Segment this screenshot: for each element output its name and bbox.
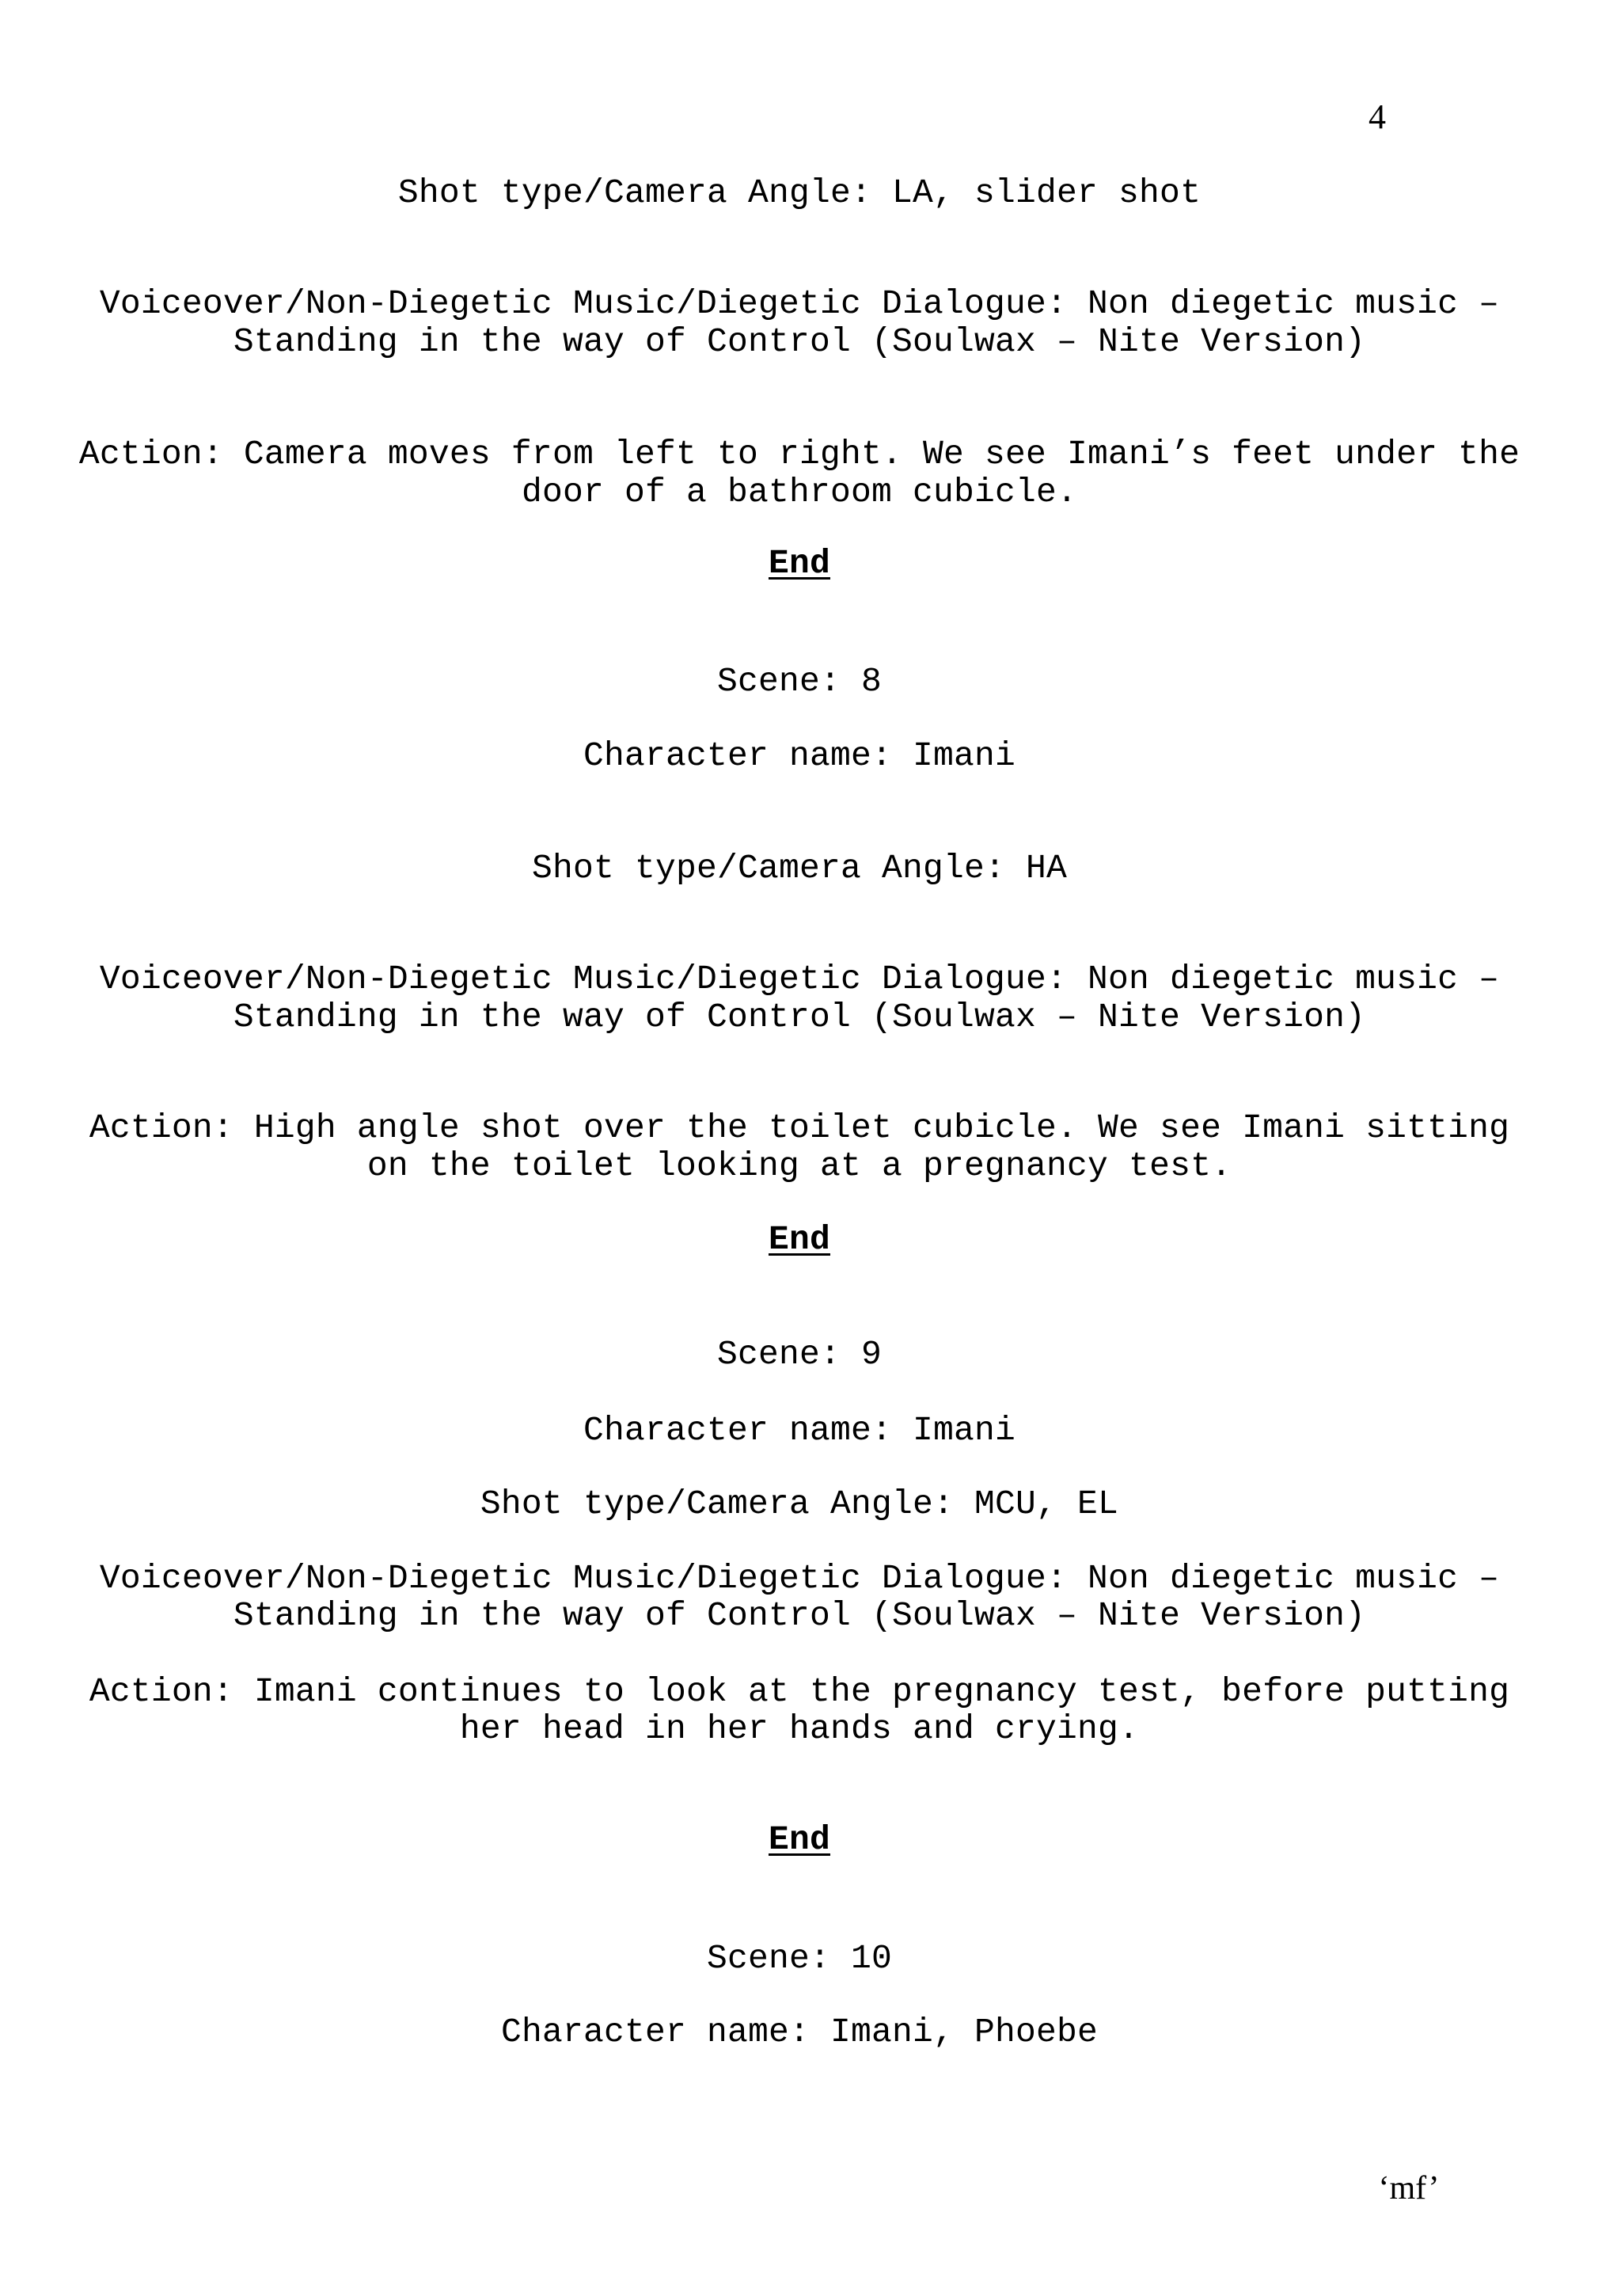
scene-heading: Scene: 10 bbox=[706, 1939, 893, 1978]
voiceover-line: Voiceover/Non-Diegetic Music/Diegetic Dialogue: Non diegetic music – bbox=[99, 960, 1500, 998]
action-line: Action: Imani continues to look at the pregnancy test, before putting bbox=[89, 1672, 1510, 1711]
voiceover-line: Voiceover/Non-Diegetic Music/Diegetic Dialogue: Non diegetic music – bbox=[99, 284, 1500, 323]
character-name-line: Character name: Imani bbox=[583, 1411, 1016, 1450]
scene-heading: Scene: 8 bbox=[716, 662, 883, 701]
scene-heading: Scene: 9 bbox=[716, 1335, 883, 1374]
shot-type-line: Shot type/Camera Angle: LA, slider shot bbox=[397, 173, 1202, 212]
end-marker: End bbox=[768, 1220, 830, 1259]
character-name-line: Character name: Imani bbox=[583, 736, 1016, 775]
end-marker: End bbox=[768, 1820, 830, 1859]
voiceover-line: Standing in the way of Control (Soulwax – Nite Version) bbox=[233, 322, 1366, 361]
shot-type-line: Shot type/Camera Angle: MCU, EL bbox=[480, 1484, 1119, 1523]
voiceover-line: Standing in the way of Control (Soulwax – Nite Version) bbox=[233, 1596, 1366, 1635]
shot-type-line: Shot type/Camera Angle: HA bbox=[531, 849, 1068, 888]
end-marker: End bbox=[768, 544, 830, 583]
action-line: on the toilet looking at a pregnancy test. bbox=[366, 1146, 1232, 1185]
action-line: Action: High angle shot over the toilet cubicle. We see Imani sitting bbox=[89, 1108, 1510, 1147]
voiceover-line: Standing in the way of Control (Soulwax – Nite Version) bbox=[233, 998, 1366, 1036]
action-line: her head in her hands and crying. bbox=[459, 1709, 1140, 1748]
footer-mark: ‘mf’ bbox=[1378, 2170, 1440, 2207]
voiceover-line: Voiceover/Non-Diegetic Music/Diegetic Dialogue: Non diegetic music – bbox=[99, 1559, 1500, 1598]
page-number: 4 bbox=[1369, 97, 1386, 136]
action-line: door of a bathroom cubicle. bbox=[521, 473, 1078, 511]
action-line: Action: Camera moves from left to right. We see Imani’s feet under the bbox=[78, 435, 1520, 473]
character-name-line: Character name: Imani, Phoebe bbox=[500, 2013, 1099, 2051]
